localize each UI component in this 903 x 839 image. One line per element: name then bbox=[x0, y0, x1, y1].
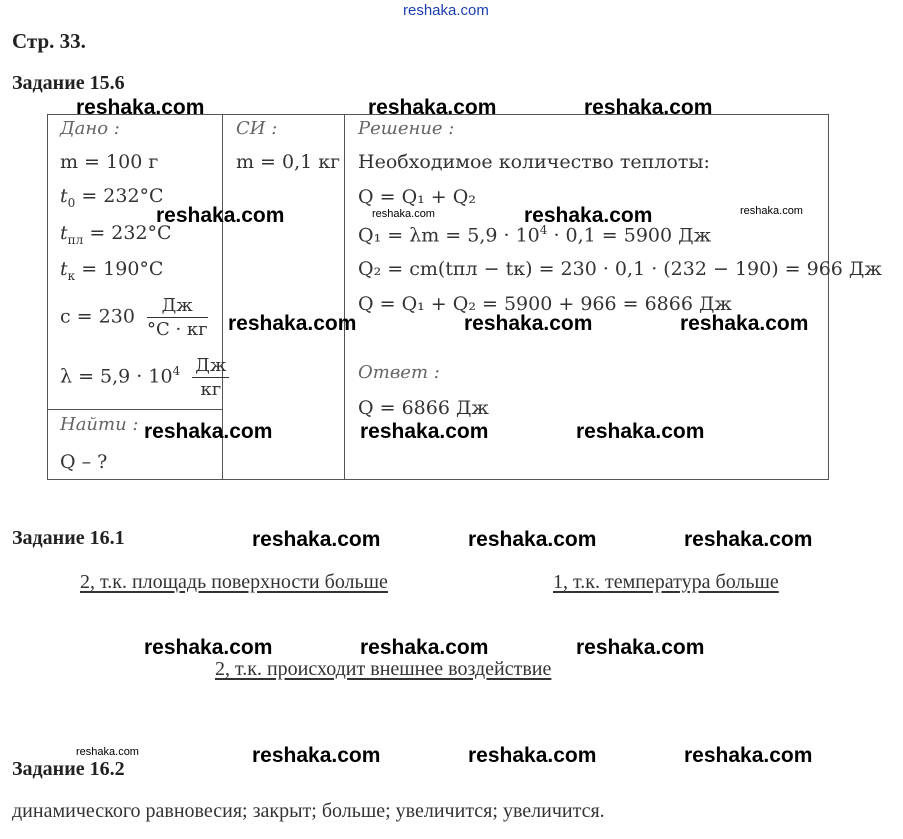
watermark: reshaka.com bbox=[76, 96, 205, 119]
given-tk: $t_к = 190^\circ C$ bbox=[60, 258, 164, 283]
solution-intro: Необходимое количество теплоты: bbox=[358, 151, 710, 173]
task-15-6-title: Задание 15.6 bbox=[12, 72, 125, 94]
watermark: reshaka.com bbox=[368, 96, 497, 119]
given-c: c = 230 $\frac{Дж}{^\circ С \cdot кг}$ bbox=[60, 295, 208, 340]
watermark-small: reshaka.com bbox=[76, 746, 139, 758]
given-header: Дано : bbox=[60, 118, 120, 139]
page-title: Стр. 33. bbox=[12, 29, 86, 53]
si-header: СИ : bbox=[236, 118, 278, 139]
task-16-1-title: Задание 16.1 bbox=[12, 527, 125, 549]
watermark: reshaka.com bbox=[252, 744, 381, 767]
watermark: reshaka.com bbox=[584, 96, 713, 119]
task-16-2-text: динамического равновесия; закрыт; больше; увеличится; увеличится. bbox=[12, 800, 605, 822]
equation-1: Q = Q₁ + Q₂ bbox=[358, 186, 476, 208]
watermark-top: reshaka.com bbox=[403, 2, 489, 19]
watermark: reshaka.com bbox=[684, 528, 813, 551]
watermark: reshaka.com bbox=[464, 312, 593, 335]
watermark: reshaka.com bbox=[524, 204, 653, 227]
solution-header: Решение : bbox=[358, 118, 455, 139]
watermark: reshaka.com bbox=[252, 528, 381, 551]
watermark: reshaka.com bbox=[228, 312, 357, 335]
given-tpl: $t_{пл} = 232^\circ C$ bbox=[60, 222, 172, 247]
task-16-2-title: Задание 16.2 bbox=[12, 758, 125, 780]
watermark: reshaka.com bbox=[684, 744, 813, 767]
given-find-divider bbox=[47, 409, 223, 410]
watermark: reshaka.com bbox=[360, 636, 489, 659]
watermark: reshaka.com bbox=[468, 528, 597, 551]
si-mass: m = 0,1 кг bbox=[236, 151, 341, 173]
watermark-small: reshaka.com bbox=[372, 208, 435, 220]
equation-4: Q = Q₁ + Q₂ = 5900 + 966 = 6866 Дж bbox=[358, 293, 732, 315]
watermark-small: reshaka.com bbox=[740, 205, 803, 217]
equation-2: $Q_1 = \lambda m = 5,9 \cdot 10^4 \cdot 0,1 = 5900$ Дж bbox=[358, 223, 712, 247]
answer-header: Ответ : bbox=[358, 362, 440, 383]
table-border-bottom bbox=[47, 479, 829, 480]
watermark: reshaka.com bbox=[576, 420, 705, 443]
given-t0: $t_0 = 232^\circ C$ bbox=[60, 185, 164, 210]
watermark: reshaka.com bbox=[144, 636, 273, 659]
find-header: Найти : bbox=[60, 414, 139, 435]
table-border-right bbox=[828, 114, 829, 480]
watermark: reshaka.com bbox=[156, 204, 285, 227]
table-border-left bbox=[47, 114, 48, 480]
watermark: reshaka.com bbox=[360, 420, 489, 443]
watermark: reshaka.com bbox=[144, 420, 273, 443]
watermark: reshaka.com bbox=[468, 744, 597, 767]
table-divider-2 bbox=[344, 114, 345, 480]
find-value: Q – ? bbox=[60, 451, 108, 473]
watermark: reshaka.com bbox=[680, 312, 809, 335]
answer-value: Q = 6866 Дж bbox=[358, 397, 489, 419]
given-lambda: $\lambda = 5,9 \cdot 10^4$ $\frac{Дж}{кг}$ bbox=[60, 355, 229, 400]
given-mass: m = 100 г bbox=[60, 151, 159, 173]
watermark: reshaka.com bbox=[576, 636, 705, 659]
task-16-1-answer-1: 2, т.к. площадь поверхности больше bbox=[80, 571, 388, 593]
task-16-1-answer-2: 1, т.к. температура больше bbox=[553, 571, 779, 593]
task-16-1-answer-3: 2, т.к. происходит внешнее воздействие bbox=[215, 658, 552, 680]
equation-3: Q₂ = cm(tпл − tк) = 230 · 0,1 · (232 − 190) = 966 Дж bbox=[358, 258, 882, 280]
